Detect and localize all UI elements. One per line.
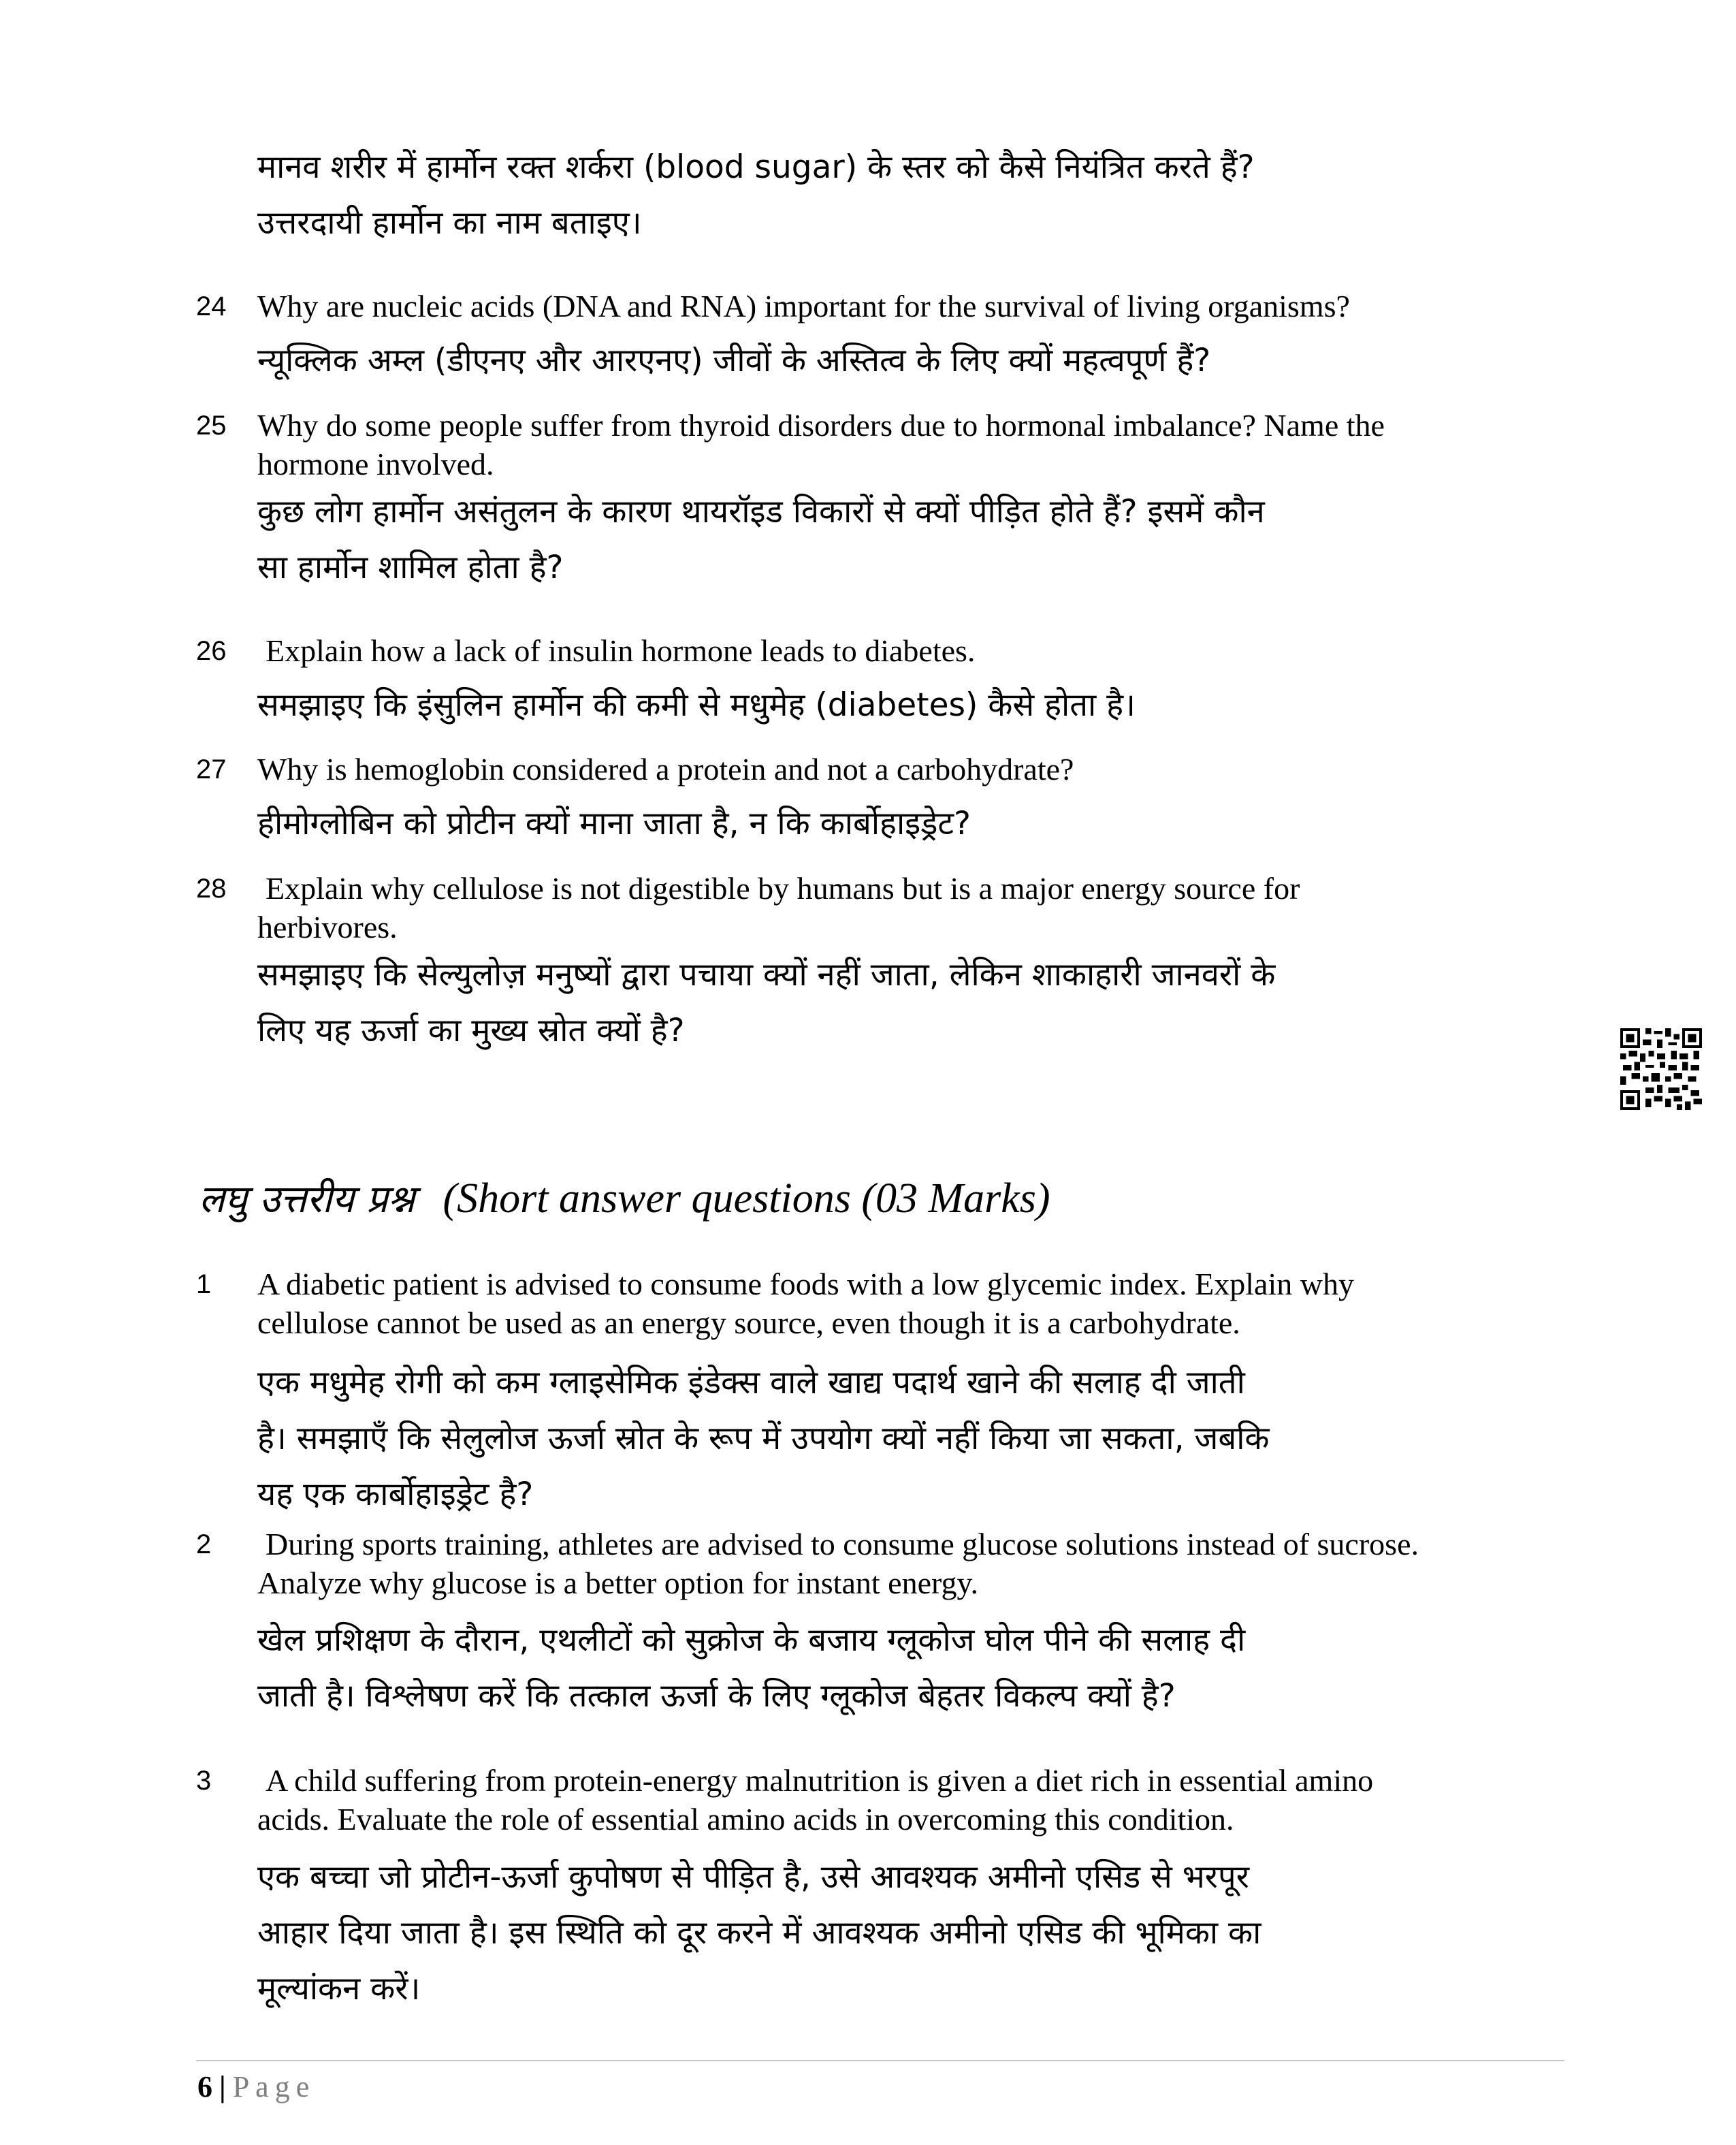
question-number: 27: [196, 754, 227, 784]
question-number: 28: [196, 874, 227, 904]
question-english-text: acids. Evaluate the role of essential amino acids in overcoming this condition.: [257, 1802, 1234, 1837]
question-hindi-text: मूल्यांकन करें।: [257, 1970, 421, 2007]
page-number: 6: [197, 2070, 212, 2103]
section-heading-english: (Short answer questions (03 Marks): [443, 1175, 1050, 1222]
question-hindi-text: कुछ लोग हार्मोन असंतुलन के कारण थायरॉइड विकारों से क्यों पीड़ित होते हैं? इसमें कौन: [257, 493, 1265, 530]
footer-divider: [196, 2060, 1564, 2061]
question-english-text: herbivores.: [257, 910, 398, 944]
question-english-text: Explain why cellulose is not digestible by humans but is a major energy source for: [266, 871, 1300, 906]
question-number: 2: [196, 1529, 212, 1559]
question-number: 3: [196, 1766, 212, 1796]
question-number: 24: [196, 291, 227, 321]
question-english-text: During sports training, athletes are advised to consume glucose solutions instead of sucrose.: [266, 1527, 1419, 1561]
question-hindi-text: है। समझाएँ कि सेलुलोज ऊर्जा स्रोत के रूप में उपयोग क्यों नहीं किया जा सकता, जबकि: [257, 1420, 1270, 1457]
question-hindi-text: आहार दिया जाता है। इस स्थिति को दूर करने में आवश्यक अमीनो एसिड की भूमिका का: [257, 1914, 1261, 1952]
question-english-text: hormone involved.: [257, 447, 494, 481]
question-hindi-text: यह एक कार्बोहाइड्रेट है?: [257, 1476, 534, 1513]
question-hindi-text: खेल प्रशिक्षण के दौरान, एथलीटों को सुक्रोज के बजाय ग्लूकोज घोल पीने की सलाह दी: [257, 1621, 1246, 1659]
question-english-text: A child suffering from protein-energy malnutrition is given a diet rich in essential amino: [266, 1763, 1374, 1798]
question-english-text: Why do some people suffer from thyroid disorders due to hormonal imbalance? Name the: [257, 408, 1385, 443]
footer-separator: |: [219, 2070, 226, 2103]
question-hindi-text: सा हार्मोन शामिल होता है?: [257, 549, 564, 586]
question-english-text: Why are nucleic acids (DNA and RNA) important for the survival of living organisms?: [257, 289, 1350, 323]
question-hindi-text: हीमोग्लोबिन को प्रोटीन क्यों माना जाता है, न कि कार्बोहाइड्रेट?: [257, 805, 971, 842]
section-heading: [199, 1171, 1050, 1227]
question-number: 25: [196, 411, 227, 441]
question-english-text: A diabetic patient is advised to consume foods with a low glycemic index. Explain why: [257, 1267, 1354, 1301]
qr-code-icon: [1620, 1028, 1702, 1110]
section-heading-hindi: लघु उत्तरीय प्रश्न: [199, 1177, 415, 1222]
question-english-text: cellulose cannot be used as an energy source, even though it is a carbohydrate.: [257, 1305, 1240, 1340]
page-footer: [197, 2067, 315, 2108]
page-label: Page: [232, 2070, 316, 2103]
question-number: 1: [196, 1269, 212, 1299]
question-number: 26: [196, 636, 227, 666]
intro-hindi-line-2: उत्तरदायी हार्मोन का नाम बताइए।: [257, 204, 642, 242]
question-hindi-text: एक बच्चा जो प्रोटीन-ऊर्जा कुपोषण से पीड़ित है, उसे आवश्यक अमीनो एसिड से भरपूर: [257, 1858, 1249, 1896]
question-hindi-text: लिए यह ऊर्जा का मुख्य स्रोत क्यों है?: [257, 1012, 685, 1049]
question-hindi-text: जाती है। विश्लेषण करें कि तत्काल ऊर्जा के लिए ग्लूकोज बेहतर विकल्प क्यों है?: [257, 1677, 1176, 1715]
question-hindi-text: एक मधुमेह रोगी को कम ग्लाइसेमिक इंडेक्स वाले खाद्य पदार्थ खाने की सलाह दी जाती: [257, 1364, 1245, 1401]
question-hindi-text: समझाइए कि इंसुलिन हार्मोन की कमी से मधुमेह (diabetes) कैसे होता है।: [257, 686, 1136, 724]
question-english-text: Why is hemoglobin considered a protein and not a carbohydrate?: [257, 752, 1074, 786]
question-hindi-text: न्यूक्लिक अम्ल (डीएनए और आरएनए) जीवों के अस्तित्व के लिए क्यों महत्वपूर्ण हैं?: [257, 342, 1211, 379]
question-hindi-text: समझाइए कि सेल्युलोज़ मनुष्यों द्वारा पचाया क्यों नहीं जाता, लेकिन शाकाहारी जानवरों के: [257, 956, 1276, 994]
question-english-text: Analyze why glucose is a better option for instant energy.: [257, 1566, 978, 1600]
question-english-text: Explain how a lack of insulin hormone leads to diabetes.: [266, 633, 976, 668]
intro-hindi-line-1: मानव शरीर में हार्मोन रक्त शर्करा (blood sugar) के स्तर को कैसे नियंत्रित करते हैं?: [257, 148, 1255, 186]
